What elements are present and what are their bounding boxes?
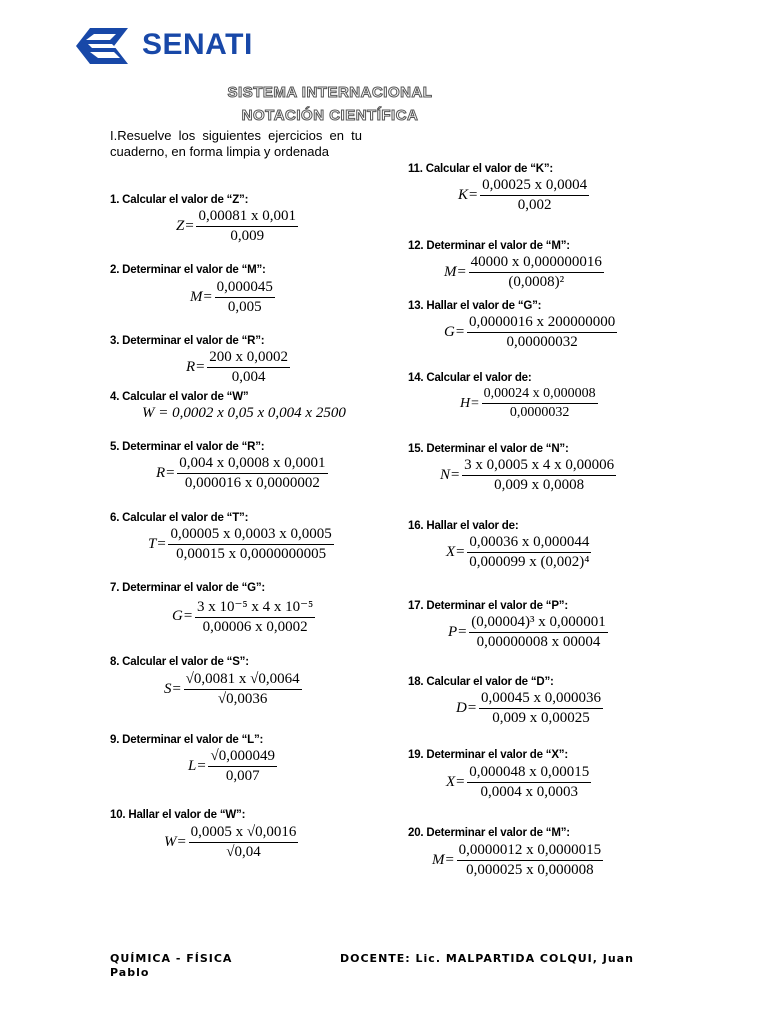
exercise-14-equation — [460, 386, 598, 421]
exercise-13-question: 13. Hallar el valor de “G”: — [408, 300, 542, 312]
exercise-12-numerator: 40000 x 0,000000016 — [469, 254, 604, 273]
exercise-12-equation — [444, 254, 604, 291]
exercise-7-variable: G= — [172, 608, 193, 624]
exercise-19-question: 19. Determinar el valor de “X”: — [408, 749, 568, 761]
exercise-14-denominator: 0,0000032 — [509, 405, 570, 420]
exercise-3-variable: R= — [186, 359, 206, 375]
title-notacion-cientifica: NOTACIÓN CIENTÍFICA — [241, 107, 419, 124]
exercise-1-numerator: 0,00081 x 0,001 — [196, 208, 298, 227]
exercise-6-numerator: 0,00005 x 0,0003 x 0,0005 — [168, 526, 333, 545]
exercise-13-denominator: 0,00000032 — [506, 334, 578, 350]
exercise-10-variable: W= — [164, 834, 187, 850]
exercise-16-question: 16. Hallar el valor de: — [408, 520, 519, 532]
exercise-18-variable: D= — [456, 700, 477, 716]
exercise-9-variable: L= — [188, 758, 207, 774]
exercise-16-variable: X= — [446, 544, 466, 560]
exercise-6-variable: T= — [148, 536, 167, 552]
exercise-14-numerator: 0,00024 x 0,000008 — [482, 386, 598, 404]
exercise-3-equation — [186, 349, 290, 386]
exercise-14-question: 14. Calcular el valor de: — [408, 372, 532, 384]
exercise-20-variable: M= — [432, 852, 455, 868]
exercise-20-denominator: 0,000025 x 0,000008 — [466, 862, 594, 878]
exercise-6-denominator: 0,00015 x 0,0000000005 — [176, 546, 327, 562]
exercise-14-variable: H= — [460, 395, 480, 411]
exercise-1-denominator: 0,009 — [230, 228, 265, 244]
exercise-5-equation — [156, 455, 328, 492]
exercise-18-equation — [456, 690, 603, 727]
exercise-3-numerator: 200 x 0,0002 — [207, 349, 290, 368]
exercise-6-equation — [148, 526, 334, 563]
footer-subject: QUÍMICA - FÍSICA — [110, 952, 233, 965]
exercise-18-question: 18. Calcular el valor de “D”: — [408, 676, 554, 688]
exercise-5-denominator: 0,000016 x 0,0000002 — [184, 475, 320, 491]
exercise-2-variable: M= — [190, 289, 213, 305]
exercise-11-numerator: 0,00025 x 0,0004 — [480, 177, 589, 196]
exercise-1-variable: Z= — [176, 218, 195, 234]
exercise-3-question: 3. Determinar el valor de “R”: — [110, 335, 265, 347]
exercise-17-denominator: 0,00000008 x 00004 — [476, 634, 601, 650]
exercise-4-equation: W = 0,0002 x 0,05 x 0,004 x 2500 — [142, 405, 346, 421]
exercise-17-numerator: (0,00004)³ x 0,000001 — [469, 614, 608, 633]
exercise-13-variable: G= — [444, 324, 465, 340]
exercise-12-question: 12. Determinar el valor de “M”: — [408, 240, 570, 252]
exercise-12-denominator: (0,0008)² — [508, 274, 565, 290]
exercise-6-question: 6. Calcular el valor de “T”: — [110, 512, 249, 524]
exercise-16-denominator: 0,000099 x (0,002)⁴ — [469, 554, 590, 570]
exercise-19-equation — [446, 764, 591, 801]
exercise-15-numerator: 3 x 0,0005 x 4 x 0,00006 — [462, 457, 616, 476]
exercise-17-variable: P= — [448, 624, 468, 640]
exercise-20-question: 20. Determinar el valor de “M”: — [408, 827, 570, 839]
exercise-5-question: 5. Determinar el valor de “R”: — [110, 441, 265, 453]
exercise-18-numerator: 0,00045 x 0,000036 — [479, 690, 603, 709]
exercise-20-numerator: 0,0000012 x 0,0000015 — [457, 842, 604, 861]
exercise-13-equation — [444, 314, 617, 351]
exercise-10-equation — [164, 824, 298, 861]
exercise-2-equation — [190, 279, 275, 316]
exercise-13-numerator: 0,0000016 x 200000000 — [467, 314, 617, 333]
senati-logo — [72, 24, 272, 68]
exercise-17-equation — [448, 614, 608, 651]
exercise-16-equation — [446, 534, 592, 571]
exercise-11-denominator: 0,002 — [517, 197, 552, 213]
exercise-20-equation — [432, 842, 603, 879]
exercise-8-variable: S= — [164, 681, 182, 697]
exercise-11-equation — [458, 177, 589, 214]
exercise-15-equation — [440, 457, 616, 494]
exercise-15-variable: N= — [440, 467, 461, 483]
exercise-15-denominator: 0,009 x 0,0008 — [494, 477, 585, 493]
exercise-4-question: 4. Calcular el valor de “W” — [110, 391, 249, 403]
exercise-8-question: 8. Calcular el valor de “S”: — [110, 656, 249, 668]
exercise-9-numerator: √0,000049 — [208, 748, 276, 767]
exercise-3-denominator: 0,004 — [231, 369, 266, 385]
exercise-7-numerator: 3 x 10⁻⁵ x 4 x 10⁻⁵ — [195, 597, 315, 618]
exercise-8-denominator: √0,0036 — [217, 691, 268, 707]
exercise-2-denominator: 0,005 — [227, 299, 262, 315]
exercise-9-question: 9. Determinar el valor de “L”: — [110, 734, 264, 746]
exercise-10-numerator: 0,0005 x √0,0016 — [189, 824, 299, 843]
exercise-19-variable: X= — [446, 774, 466, 790]
exercise-9-denominator: 0,007 — [225, 768, 260, 784]
exercise-18-denominator: 0,009 x 0,00025 — [492, 710, 590, 726]
exercise-16-numerator: 0,00036 x 0,000044 — [467, 534, 591, 553]
exercise-1-question: 1. Calcular el valor de “Z”: — [110, 194, 249, 206]
title-sistema-internacional: SISTEMA INTERNACIONAL — [227, 84, 433, 101]
exercise-19-numerator: 0,000048 x 0,00015 — [467, 764, 591, 783]
exercise-2-question: 2. Determinar el valor de “M”: — [110, 264, 266, 276]
exercise-7-denominator: 0,00006 x 0,0002 — [202, 619, 308, 635]
exercise-9-equation — [188, 748, 277, 785]
exercise-8-equation — [164, 671, 302, 708]
exercise-5-variable: R= — [156, 465, 176, 481]
exercise-17-question: 17. Determinar el valor de “P”: — [408, 600, 568, 612]
exercise-11-question: 11. Calcular el valor de “K”: — [408, 163, 554, 175]
exercise-10-denominator: √0,04 — [226, 844, 261, 860]
exercise-12-variable: M= — [444, 264, 467, 280]
exercise-7-question: 7. Determinar el valor de “G”: — [110, 582, 266, 594]
exercise-1-equation — [176, 208, 298, 245]
instructions: I.Resuelve los siguientes ejercicios en tu cuaderno, en forma limpia y ordenada — [110, 128, 362, 159]
senati-emblem-icon — [72, 24, 132, 68]
exercise-8-numerator: √0,0081 x √0,0064 — [184, 671, 302, 690]
footer-teacher: DOCENTE: Lic. MALPARTIDA COLQUI, Juan — [340, 952, 634, 965]
exercise-19-denominator: 0,0004 x 0,0003 — [480, 784, 579, 800]
exercise-15-question: 15. Determinar el valor de “N”: — [408, 443, 569, 455]
exercise-10-question: 10. Hallar el valor de “W”: — [110, 809, 246, 821]
exercise-2-numerator: 0,000045 — [215, 279, 275, 298]
brand-name: SENATI — [142, 28, 253, 61]
exercise-11-variable: K= — [458, 187, 479, 203]
footer-teacher-name-continued: Pablo — [110, 966, 150, 979]
exercise-7-equation — [172, 597, 315, 636]
exercise-5-numerator: 0,004 x 0,0008 x 0,0001 — [177, 455, 327, 474]
